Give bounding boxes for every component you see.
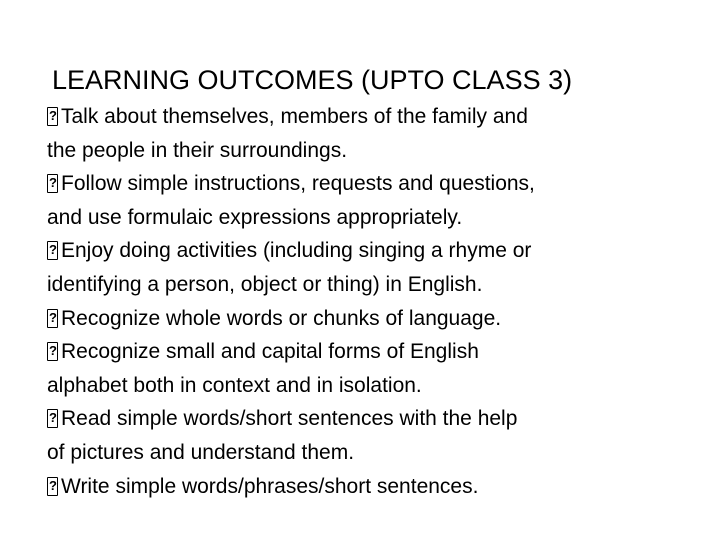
outcome-line: the people in their surroundings. [47,138,348,162]
outcome-line: of pictures and understand them. [47,440,355,464]
outcome-text: Read simple words/short sentences with the help [61,407,518,431]
missing-glyph-icon [47,342,58,361]
outcome-item-recognize-words [47,302,697,336]
outcome-text: Talk about themselves, members of the family and [61,105,528,128]
outcome-item-enjoy-activities [47,234,697,301]
outcome-item-talk-about-themselves [47,100,697,167]
outcome-line [47,234,697,268]
outcome-item-read-simple-words [47,402,697,469]
missing-glyph-icon [47,309,58,328]
outcome-text: Write simple words/phrases/short sentences. [61,474,479,498]
outcome-text: Recognize small and capital forms of English [61,340,479,364]
outcome-line [47,302,697,336]
outcome-line: and use formulaic expressions appropriately. [47,205,463,229]
missing-glyph-icon [47,107,58,126]
outcome-text: Recognize whole words or chunks of language. [61,306,502,330]
learning-outcomes-list [47,100,697,503]
outcome-line [47,402,697,436]
outcome-line [47,167,697,201]
outcome-text: Follow simple instructions, requests and questions, [61,172,535,196]
outcome-line: identifying a person, object or thing) in English. [47,272,483,296]
outcome-line [47,470,697,504]
missing-glyph-icon [47,477,58,496]
missing-glyph-icon [47,241,58,260]
outcome-line: alphabet both in context and in isolation. [47,373,422,397]
outcome-text: Enjoy doing activities (including singing a rhyme or [61,239,532,263]
missing-glyph-icon [47,409,58,428]
outcome-line [47,335,697,369]
outcome-item-follow-instructions [47,167,697,234]
outcome-item-recognize-alphabet [47,335,697,402]
outcome-line [47,100,697,134]
outcome-item-write-simple-words [47,470,697,504]
missing-glyph-icon [47,174,58,193]
slide-title: LEARNING OUTCOMES (UPTO CLASS 3) [52,65,573,95]
